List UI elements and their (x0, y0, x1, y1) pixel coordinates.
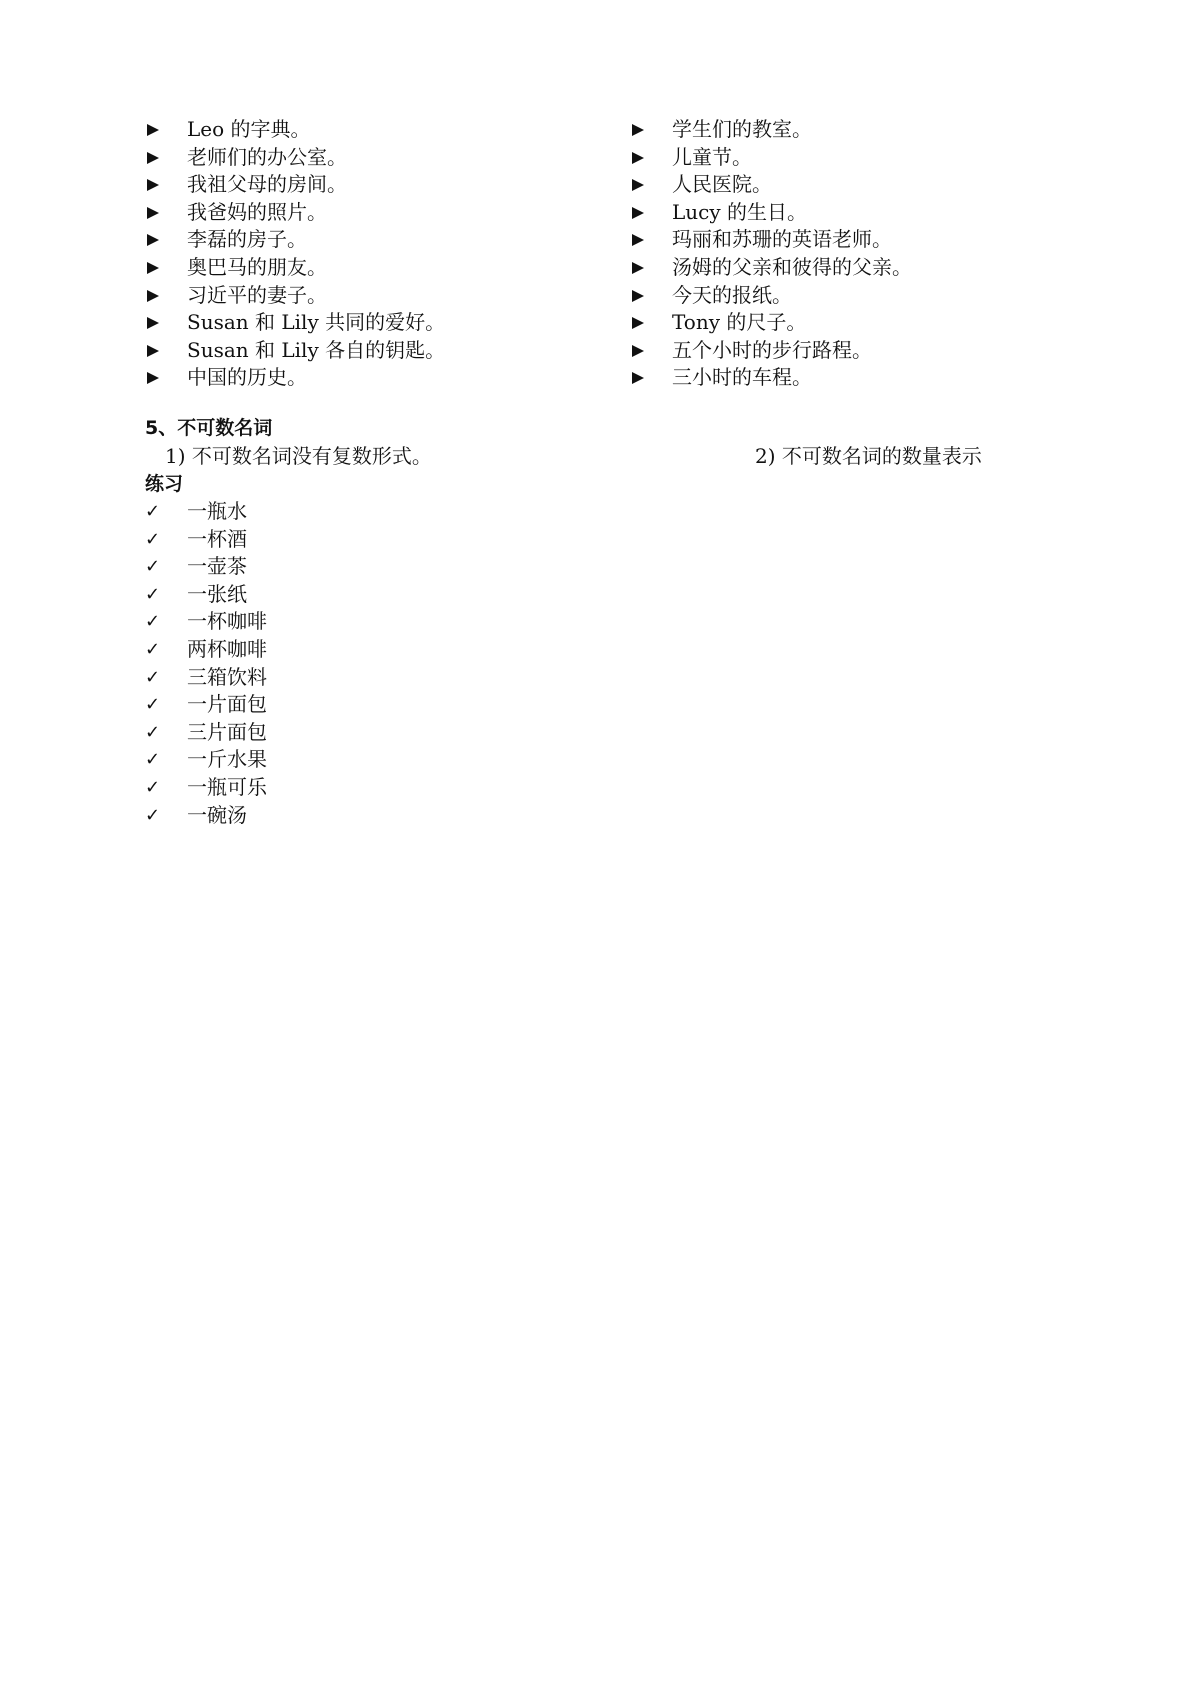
check-icon: ✓ (145, 749, 161, 771)
list-item: 中国的历史。 (145, 364, 585, 392)
right-bullet-list (630, 116, 1070, 392)
practice-item: ✓ 一瓶可乐 (145, 774, 1045, 802)
note-one: 1) 不可数名词没有复数形式。 (165, 444, 432, 468)
left-bullet-list (145, 116, 585, 392)
list-item: Susan 和 Lily 共同的爱好。 (145, 309, 585, 337)
arrow-bullet-icon (145, 364, 187, 392)
list-item: 三小时的车程。 (630, 364, 1070, 392)
check-icon: ✓ (145, 638, 161, 660)
arrow-bullet-icon (630, 309, 672, 337)
practice-item: ✓ 一杯咖啡 (145, 608, 1045, 636)
list-item: 儿童节。 (630, 144, 1070, 172)
practice-item: ✓ 一张纸 (145, 581, 1045, 609)
check-icon: ✓ (145, 666, 161, 688)
list-item: Lucy 的生日。 (630, 199, 1070, 227)
practice-item: ✓ 一壶茶 (145, 553, 1045, 581)
arrow-bullet-icon (145, 254, 187, 282)
practice-item: ✓ 一碗汤 (145, 802, 1045, 830)
arrow-bullet-icon (630, 199, 672, 227)
arrow-bullet-icon (630, 116, 672, 144)
check-icon: ✓ (145, 501, 161, 522)
arrow-bullet-icon (145, 144, 187, 172)
list-item: 李磊的房子。 (145, 226, 585, 254)
practice-item: ✓ 一斤水果 (145, 746, 1045, 774)
practice-item: ✓ 三箱饮料 (145, 664, 1045, 692)
check-icon: ✓ (145, 804, 161, 826)
list-item: 玛丽和苏珊的英语老师。 (630, 226, 1070, 254)
practice-item: ✓ 一片面包 (145, 691, 1045, 719)
arrow-bullet-icon (145, 226, 187, 254)
list-item: Tony 的尺子。 (630, 309, 1070, 337)
check-icon: ✓ (145, 528, 161, 550)
arrow-bullet-icon (145, 116, 187, 144)
arrow-bullet-icon (630, 282, 672, 310)
arrow-bullet-icon (630, 144, 672, 172)
practice-item: ✓ 一瓶水 (145, 498, 1045, 526)
list-item: Leo 的字典。 (145, 116, 585, 144)
practice-item: ✓ 一杯酒 (145, 526, 1045, 554)
arrow-bullet-icon (630, 226, 672, 254)
check-icon: ✓ (145, 556, 161, 578)
practice-item: ✓ 三片面包 (145, 719, 1045, 747)
list-item: 我祖父母的房间。 (145, 171, 585, 199)
practice-list (145, 498, 1045, 829)
list-item: 奥巴马的朋友。 (145, 254, 585, 282)
check-icon: ✓ (145, 721, 161, 743)
list-item: 学生们的教室。 (630, 116, 1070, 144)
check-icon: ✓ (145, 611, 161, 633)
arrow-bullet-icon (145, 309, 187, 337)
list-item: 汤姆的父亲和彼得的父亲。 (630, 254, 1070, 282)
list-item: 习近平的妻子。 (145, 282, 585, 310)
arrow-bullet-icon (145, 337, 187, 365)
arrow-bullet-icon (630, 171, 672, 199)
section-heading: 5、不可数名词 (145, 417, 273, 439)
check-icon: ✓ (145, 583, 161, 605)
check-icon: ✓ (145, 694, 161, 716)
arrow-bullet-icon (630, 364, 672, 392)
check-icon: ✓ (145, 776, 161, 798)
list-item: Susan 和 Lily 各自的钥匙。 (145, 337, 585, 365)
arrow-bullet-icon (145, 199, 187, 227)
list-item: 今天的报纸。 (630, 282, 1070, 310)
arrow-bullet-icon (630, 254, 672, 282)
practice-item: ✓ 两杯咖啡 (145, 636, 1045, 664)
list-item: 五个小时的步行路程。 (630, 337, 1070, 365)
list-item: 人民医院。 (630, 171, 1070, 199)
note-two: 2) 不可数名词的数量表示 (755, 444, 982, 468)
notes-row (145, 442, 1045, 470)
practice-heading: 练习 (145, 473, 184, 495)
list-item: 老师们的办公室。 (145, 144, 585, 172)
arrow-bullet-icon (145, 171, 187, 199)
uncountable-nouns-section (145, 414, 1045, 829)
arrow-bullet-icon (145, 282, 187, 310)
list-item: 我爸妈的照片。 (145, 199, 585, 227)
arrow-bullet-icon (630, 337, 672, 365)
